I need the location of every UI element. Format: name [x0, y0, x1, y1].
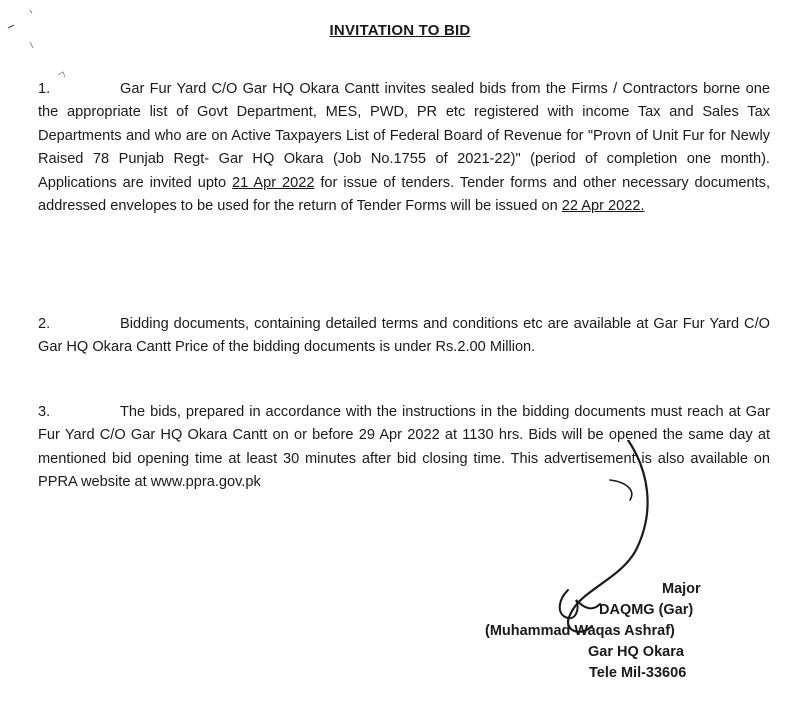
signatory-unit: Gar HQ Okara [588, 644, 684, 660]
paragraph-text: Gar Fur Yard C/O Gar HQ Okara Cantt invites sealed bids from the Firms / Contractors borne one the appropriate list of Govt Department, MES, PWD, PR etc registered with income Tax and Sales Tax Departments and who are on Active Taxpayers List of Federal Board of Revenue for "Provn of Unit Fur for Newly Raised 78 Punjab Regt- Gar HQ Okara (Job No.1755 of 2021-22)" (period of completion one month). Applications are invited upto [38, 81, 770, 191]
signatory-telephone: Tele Mil-33606 [589, 665, 687, 681]
paragraph-number: 3. [38, 404, 51, 420]
paragraph-text: Bidding documents, containing detailed terms and conditions etc are available at Gar Fur Yard C/O Gar HQ Okara Cantt Price of the bidding documents is under Rs.2.00 Million. [38, 316, 770, 356]
paragraph-text: for issue of tenders. Tender forms and other necessary documents, addressed envelopes to be used for the return of Tender Forms will be issued on [38, 174, 770, 215]
signatory-rank: Major [662, 581, 701, 597]
issue-date: 21 Apr 2022 [232, 174, 315, 191]
document-title: INVITATION TO BID [329, 22, 471, 39]
paragraph-1 [38, 78, 770, 218]
paragraph-number: 1. [38, 81, 51, 97]
paragraph-number: 2. [38, 316, 51, 332]
paragraph-3 [38, 401, 770, 495]
paragraph-2 [38, 313, 770, 360]
paragraph-text: The bids, prepared in accordance with the instructions in the bidding documents must reach at Gar Fur Yard C/O Gar HQ Okara Cantt on or before 29 Apr 2022 at 1130 hrs. Bids will be opened the same day at mentioned bid opening time at least 30 minutes after bid closing time. This advertisement is also available on PPRA website at www.ppra.gov.pk [38, 404, 770, 491]
signatory-name: (Muhammad Waqas Ashraf) [485, 623, 675, 639]
scan-specks [0, 0, 80, 90]
forms-issue-date: 22 Apr 2022. [561, 198, 645, 215]
signatory-appointment: DAQMG (Gar) [599, 602, 694, 618]
